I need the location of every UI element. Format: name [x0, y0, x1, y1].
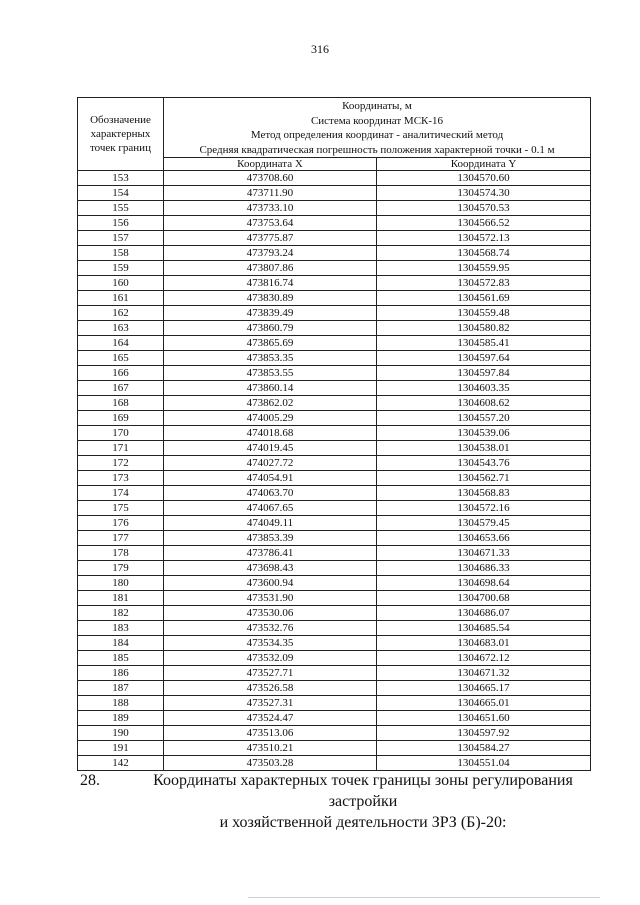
cell-point-id: 177	[78, 531, 164, 546]
table-header-row	[78, 98, 591, 158]
header-point-designation: Обозначение характерных точек границ	[78, 98, 164, 171]
table-row	[78, 171, 591, 186]
table-row	[78, 666, 591, 681]
cell-coordinate-y: 1304570.60	[377, 171, 591, 186]
cell-coordinate-y: 1304561.69	[377, 291, 591, 306]
cell-coordinate-x: 473775.87	[164, 231, 377, 246]
table-row	[78, 306, 591, 321]
cell-coordinate-y: 1304597.64	[377, 351, 591, 366]
cell-coordinate-y: 1304551.04	[377, 756, 591, 771]
cell-point-id: 172	[78, 456, 164, 471]
table-row	[78, 381, 591, 396]
cell-coordinate-x: 474019.45	[164, 441, 377, 456]
cell-point-id: 190	[78, 726, 164, 741]
cell-coordinate-y: 1304665.17	[377, 681, 591, 696]
table-row	[78, 681, 591, 696]
cell-coordinate-y: 1304559.95	[377, 261, 591, 276]
cell-point-id: 170	[78, 426, 164, 441]
cell-point-id: 191	[78, 741, 164, 756]
table-row	[78, 486, 591, 501]
cell-coordinate-x: 473513.06	[164, 726, 377, 741]
section-title-line-2: и хозяйственной деятельности ЗРЗ (Б)-20:	[219, 814, 507, 831]
cell-point-id: 142	[78, 756, 164, 771]
cell-point-id: 164	[78, 336, 164, 351]
cell-point-id: 160	[78, 276, 164, 291]
cell-point-id: 163	[78, 321, 164, 336]
table-row	[78, 216, 591, 231]
cell-point-id: 189	[78, 711, 164, 726]
table-row	[78, 726, 591, 741]
cell-point-id: 174	[78, 486, 164, 501]
cell-coordinate-x: 473839.49	[164, 306, 377, 321]
table-row	[78, 231, 591, 246]
cell-point-id: 155	[78, 201, 164, 216]
cell-coordinate-x: 474018.68	[164, 426, 377, 441]
cell-coordinate-y: 1304671.33	[377, 546, 591, 561]
cell-coordinate-y: 1304574.30	[377, 186, 591, 201]
cell-coordinate-x: 474063.70	[164, 486, 377, 501]
cell-point-id: 187	[78, 681, 164, 696]
table-row	[78, 396, 591, 411]
cell-coordinate-y: 1304685.54	[377, 621, 591, 636]
cell-coordinate-x: 473534.35	[164, 636, 377, 651]
table-row	[78, 696, 591, 711]
cell-coordinate-x: 474067.65	[164, 501, 377, 516]
cell-coordinate-x: 473527.71	[164, 666, 377, 681]
table-row	[78, 276, 591, 291]
cell-coordinate-y: 1304572.83	[377, 276, 591, 291]
table-row	[78, 591, 591, 606]
cell-coordinate-y: 1304672.12	[377, 651, 591, 666]
cell-point-id: 179	[78, 561, 164, 576]
table-row	[78, 741, 591, 756]
cell-point-id: 185	[78, 651, 164, 666]
table-row	[78, 606, 591, 621]
cell-coordinate-y: 1304572.16	[377, 501, 591, 516]
section-number: 28.	[80, 772, 100, 789]
cell-point-id: 176	[78, 516, 164, 531]
cell-coordinate-y: 1304671.32	[377, 666, 591, 681]
cell-coordinate-x: 473853.55	[164, 366, 377, 381]
table-row	[78, 291, 591, 306]
cell-coordinate-y: 1304568.83	[377, 486, 591, 501]
header-method: Метод определения координат - аналитический метод	[250, 129, 504, 141]
cell-coordinate-x: 473711.90	[164, 186, 377, 201]
cell-coordinate-x: 473600.94	[164, 576, 377, 591]
header-coordinates	[164, 98, 591, 158]
cell-point-id: 171	[78, 441, 164, 456]
cell-coordinate-y: 1304543.76	[377, 456, 591, 471]
table-row	[78, 501, 591, 516]
cell-coordinate-x: 473853.35	[164, 351, 377, 366]
table-row	[78, 651, 591, 666]
cell-coordinate-x: 473527.31	[164, 696, 377, 711]
cell-coordinate-x: 473698.43	[164, 561, 377, 576]
cell-coordinate-x: 473503.28	[164, 756, 377, 771]
cell-coordinate-y: 1304557.20	[377, 411, 591, 426]
table-row	[78, 711, 591, 726]
section-title	[126, 770, 600, 833]
cell-coordinate-y: 1304572.13	[377, 231, 591, 246]
cell-point-id: 168	[78, 396, 164, 411]
cell-coordinate-x: 473816.74	[164, 276, 377, 291]
table-row	[78, 426, 591, 441]
cell-point-id: 167	[78, 381, 164, 396]
header-coordinate-y: Координата Y	[377, 158, 591, 171]
table-row	[78, 321, 591, 336]
table-row	[78, 636, 591, 651]
cell-point-id: 159	[78, 261, 164, 276]
cell-coordinate-y: 1304584.27	[377, 741, 591, 756]
cell-coordinate-x: 473532.09	[164, 651, 377, 666]
cell-point-id: 162	[78, 306, 164, 321]
cell-point-id: 165	[78, 351, 164, 366]
cell-coordinate-y: 1304579.45	[377, 516, 591, 531]
cell-coordinate-y: 1304653.66	[377, 531, 591, 546]
cell-point-id: 175	[78, 501, 164, 516]
cell-coordinate-y: 1304539.06	[377, 426, 591, 441]
cell-coordinate-y: 1304686.33	[377, 561, 591, 576]
table-row	[78, 186, 591, 201]
header-coordinate-x: Координата X	[164, 158, 377, 171]
cell-coordinate-x: 473532.76	[164, 621, 377, 636]
cell-point-id: 178	[78, 546, 164, 561]
cell-coordinate-y: 1304597.84	[377, 366, 591, 381]
cell-point-id: 184	[78, 636, 164, 651]
cell-coordinate-x: 473510.21	[164, 741, 377, 756]
table-row	[78, 531, 591, 546]
table-body	[78, 171, 591, 771]
cell-coordinate-x: 473860.79	[164, 321, 377, 336]
cell-coordinate-x: 473860.14	[164, 381, 377, 396]
cell-coordinate-x: 473530.06	[164, 606, 377, 621]
cell-coordinate-y: 1304683.01	[377, 636, 591, 651]
cell-coordinate-y: 1304559.48	[377, 306, 591, 321]
section-title-line-1: Координаты характерных точек границы зоны регулирования застройки	[153, 772, 573, 810]
cell-coordinate-x: 474027.72	[164, 456, 377, 471]
header-coordinates-unit: Координаты, м	[342, 100, 412, 112]
cell-coordinate-y: 1304665.01	[377, 696, 591, 711]
cell-coordinate-x: 473793.24	[164, 246, 377, 261]
table-row	[78, 246, 591, 261]
header-coordinate-system: Система координат МСК-16	[310, 114, 444, 127]
cell-coordinate-x: 473807.86	[164, 261, 377, 276]
cell-coordinate-y: 1304562.71	[377, 471, 591, 486]
cell-point-id: 186	[78, 666, 164, 681]
cell-coordinate-y: 1304603.35	[377, 381, 591, 396]
cell-coordinate-x: 473786.41	[164, 546, 377, 561]
table-row	[78, 471, 591, 486]
cell-coordinate-y: 1304570.53	[377, 201, 591, 216]
cell-coordinate-x: 473526.58	[164, 681, 377, 696]
table-row	[78, 351, 591, 366]
table-row	[78, 576, 591, 591]
cell-coordinate-y: 1304686.07	[377, 606, 591, 621]
table-row	[78, 366, 591, 381]
cell-coordinate-y: 1304568.74	[377, 246, 591, 261]
table-row	[78, 516, 591, 531]
cell-point-id: 154	[78, 186, 164, 201]
cell-point-id: 181	[78, 591, 164, 606]
cell-coordinate-y: 1304608.62	[377, 396, 591, 411]
cell-point-id: 161	[78, 291, 164, 306]
cell-point-id: 180	[78, 576, 164, 591]
table-row	[78, 546, 591, 561]
cell-coordinate-x: 473830.89	[164, 291, 377, 306]
cell-coordinate-y: 1304597.92	[377, 726, 591, 741]
cell-coordinate-y: 1304651.60	[377, 711, 591, 726]
cell-coordinate-x: 473524.47	[164, 711, 377, 726]
cell-coordinate-y: 1304698.64	[377, 576, 591, 591]
cell-coordinate-x: 473853.39	[164, 531, 377, 546]
cell-point-id: 166	[78, 366, 164, 381]
cell-point-id: 183	[78, 621, 164, 636]
cell-coordinate-x: 474054.91	[164, 471, 377, 486]
cell-point-id: 153	[78, 171, 164, 186]
cell-point-id: 156	[78, 216, 164, 231]
cell-point-id: 182	[78, 606, 164, 621]
cell-point-id: 169	[78, 411, 164, 426]
cell-coordinate-x: 473862.02	[164, 396, 377, 411]
cell-coordinate-x: 473733.10	[164, 201, 377, 216]
table-row	[78, 621, 591, 636]
table-row	[78, 456, 591, 471]
coordinates-table	[77, 97, 591, 771]
cell-coordinate-y: 1304585.41	[377, 336, 591, 351]
cell-coordinate-x: 473531.90	[164, 591, 377, 606]
table-row	[78, 261, 591, 276]
cell-coordinate-x: 474005.29	[164, 411, 377, 426]
cell-point-id: 173	[78, 471, 164, 486]
table-row	[78, 411, 591, 426]
cell-coordinate-x: 473753.64	[164, 216, 377, 231]
table-row	[78, 756, 591, 771]
page-number: 316	[311, 42, 329, 56]
cell-coordinate-x: 473865.69	[164, 336, 377, 351]
table-row	[78, 441, 591, 456]
cell-point-id: 158	[78, 246, 164, 261]
cell-point-id: 157	[78, 231, 164, 246]
table-row	[78, 336, 591, 351]
cell-coordinate-y: 1304538.01	[377, 441, 591, 456]
cell-coordinate-x: 473708.60	[164, 171, 377, 186]
cell-point-id: 188	[78, 696, 164, 711]
cell-coordinate-y: 1304580.82	[377, 321, 591, 336]
cell-coordinate-y: 1304566.52	[377, 216, 591, 231]
header-accuracy: Средняя квадратическая погрешность положения характерной точки - 0.1 м	[199, 143, 555, 156]
table-row	[78, 561, 591, 576]
table-row	[78, 201, 591, 216]
bottom-divider	[248, 897, 600, 898]
cell-coordinate-x: 474049.11	[164, 516, 377, 531]
cell-coordinate-y: 1304700.68	[377, 591, 591, 606]
